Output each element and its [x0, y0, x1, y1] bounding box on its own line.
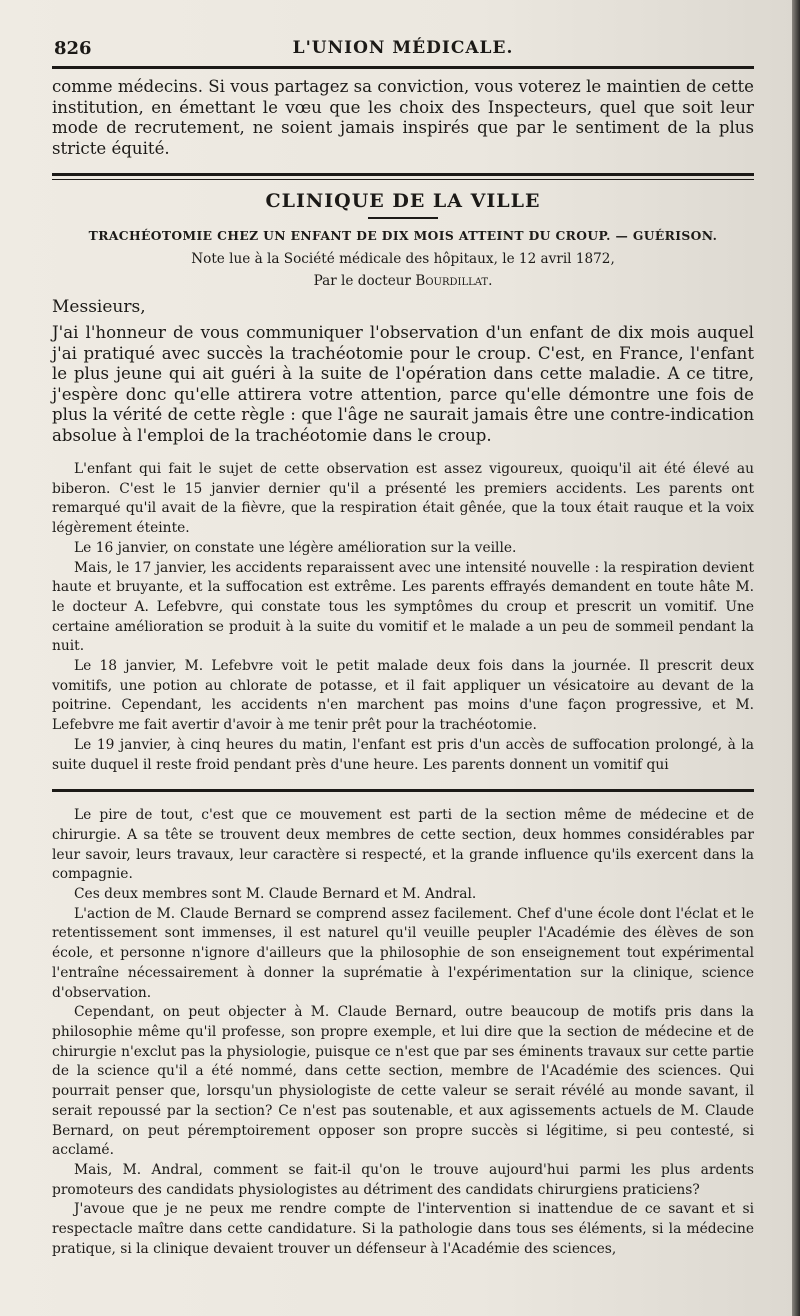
intro-paragraph: J'ai l'honneur de vous communiquer l'observation d'un enfant de dix mois auquel j'ai pratiqué avec succès la trachéotomie pour le croup. C'est, en France, l'enfant le plus jeune qui ait guéri à la suite de l'opération dans cette maladie. A ce titre, j'espère donc qu'elle attirera votre attention, parce qu'elle démontre une fois de plus la vérité de cette règle : que l'âge ne saurait jamais être une contre-indication absolue à l'emploi de la trachéotomie dans le croup.	[52, 323, 754, 445]
observation-body	[52, 460, 754, 775]
feuilleton-body	[52, 806, 754, 1259]
article-author	[52, 273, 754, 289]
section-double-rule	[52, 173, 754, 180]
feuilleton-paragraph: Le pire de tout, c'est que ce mouvement est parti de la section même de médecine et de chirurgie. A sa tête se trouvent deux membres de cette section, deux hommes considérables par leur savoir, leurs travaux, leur caractère si respecté, et la grande influence qu'ils exercent dans la compagnie.	[52, 807, 754, 883]
salutation: Messieurs,	[52, 297, 146, 317]
observation-paragraph: Mais, le 17 janvier, les accidents reparaissent avec une intensité nouvelle : la respiration devient haute et bruyante, et la suffocation est extrême. Les parents effrayés demandent en toute hâte M. le docteur A. Lefebvre, qui constate tous les symptômes du croup et prescrit un vomitif. Une certaine amélioration se produit à la suite du vomitif et le malade a un peu de sommeil pendant la nuit.	[52, 559, 754, 655]
author-name: Bourdillat.	[415, 273, 493, 289]
observation-paragraph: L'enfant qui fait le sujet de cette observation est assez vigoureux, quoiqu'il ait été élevé au biberon. C'est le 15 janvier dernier qu'il a présenté les premiers accidents. Les parents ont remarqué qu'il avait de la fièvre, que la respiration était gênée, que la toux était rauque et la voix légèrement éteinte.	[52, 461, 754, 537]
book-spine-shadow	[792, 0, 800, 1316]
author-prefix: Par le docteur	[313, 273, 416, 289]
feuilleton-paragraph: J'avoue que je ne peux me rendre compte de l'intervention si inattendue de ce savant et si respectacle maître dans cette candidature. Si la pathologie dans tous ses éléments, si la médecine pratique, si la clinique devaient trouver un défenseur à l'Académie des sciences,	[52, 1201, 754, 1257]
observation-paragraph: Le 18 janvier, M. Lefebvre voit le petit malade deux fois dans la journée. Il prescrit deux vomitifs, une potion au chlorate de potasse, et il fait appliquer un vésicatoire au devant de la poitrine. Cependant, les accidents n'en marchent pas moins d'une façon progressive, et M. Lefebvre me fait avertir d'avoir à me tenir prêt pour la trachéotomie.	[52, 658, 754, 734]
feuilleton-rule	[52, 789, 754, 792]
page-number: 826	[54, 38, 92, 59]
section-title: CLINIQUE DE LA VILLE	[265, 190, 541, 212]
article-note: Note lue à la Société médicale des hôpitaux, le 12 avril 1872,	[191, 251, 615, 267]
feuilleton-paragraph: Ces deux membres sont M. Claude Bernard et M. Andral.	[74, 886, 477, 903]
running-head	[52, 36, 754, 66]
observation-paragraph: Le 16 janvier, on constate une légère amélioration sur la veille.	[74, 539, 517, 556]
feuilleton-paragraph: Cependant, on peut objecter à M. Claude Bernard, outre beaucoup de motifs pris dans la philosophie même qu'il professe, son propre exemple, et lui dire que la section de médecine et de chirurgie n'exclut pas la physiologie, puisque ce n'est que par ses éminents travaux sur cette partie de la science qu'il a été nommé, dans cette section, membre de l'Académie des sciences. Qui pourrait penser que, lorsqu'un physiologiste de cette valeur se serait révélé au monde savant, il serait repoussé par la section? Ce n'est pas soutenable, et aux agissements actuels de M. Claude Bernard, on peut péremptoirement opposer son propre succès si légitime, si peu contesté, si acclamé.	[52, 1004, 754, 1159]
header-rule	[52, 66, 754, 69]
observation-paragraph: Le 19 janvier, à cinq heures du matin, l'enfant est pris d'un accès de suffocation prolongé, à la suite duquel il reste froid pendant près d'une heure. Les parents donnent un vomitif qui	[52, 736, 754, 773]
opening-paragraph: comme médecins. Si vous partagez sa conviction, vous voterez le maintien de cette institution, en émettant le vœu que les choix des Inspecteurs, quel que soit leur mode de recrutement, ne soient jamais inspirés que par le sentiment de la plus stricte équité.	[52, 77, 754, 158]
article-title: TRACHÉOTOMIE CHEZ UN ENFANT DE DIX MOIS ATTEINT DU CROUP. — GUÉRISON.	[88, 228, 718, 243]
feuilleton-paragraph: L'action de M. Claude Bernard se comprend assez facilement. Chef d'une école dont l'éclat et le retentissement sont immenses, il est naturel qu'il veuille peupler l'Académie des élèves de son école, et personne n'ignore d'ailleurs que la philosophie de son enseignement tout expérimental l'entraîne nécessairement à donner la suprématie à l'expérimentation sur la clinique, science d'observation.	[52, 905, 754, 1001]
feuilleton-paragraph: Mais, M. Andral, comment se fait-il qu'on le trouve aujourd'hui parmi les plus ardents promoteurs des candidats physiologistes au détriment des candidats chirurgiens praticiens?	[52, 1161, 754, 1198]
journal-title: L'UNION MÉDICALE.	[292, 38, 514, 58]
section-title-rule	[368, 217, 438, 219]
